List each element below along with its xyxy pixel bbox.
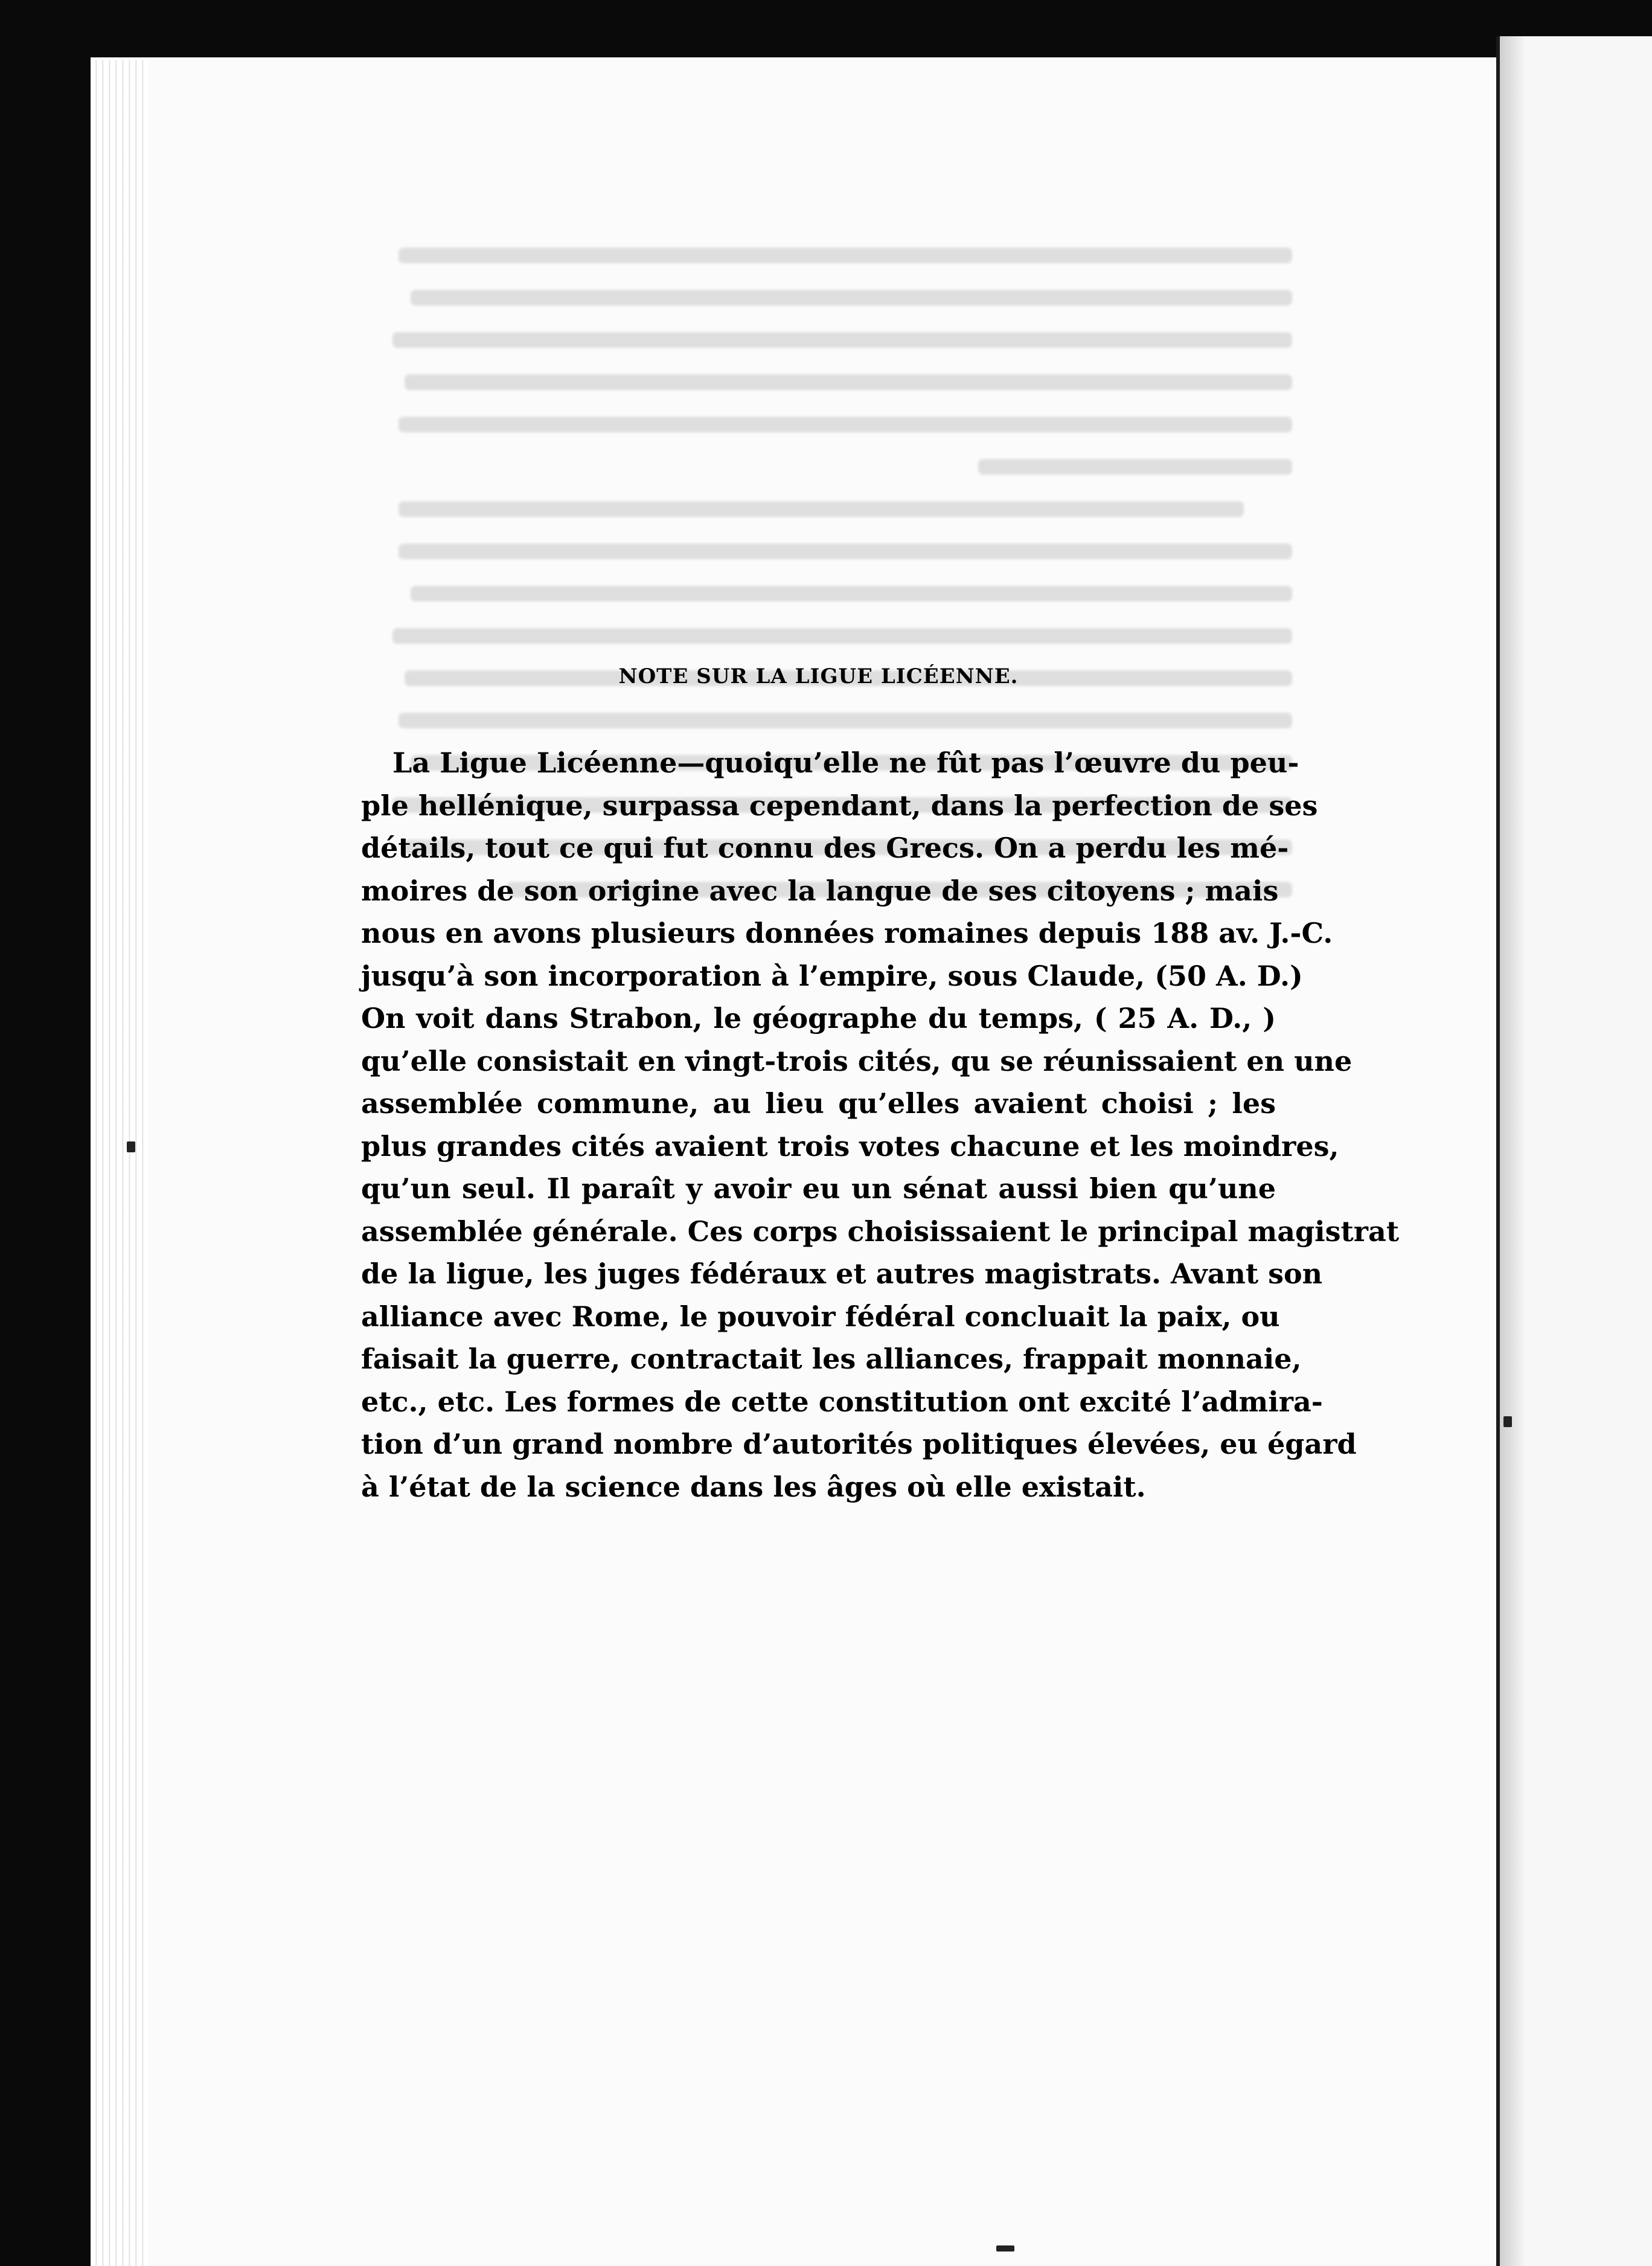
text-line: plus grandes cités avaient trois votes chacune et les moindres, — [361, 1129, 1339, 1163]
text-line: tion d’un grand nombre d’autorités politiques élevées, eu égard — [361, 1428, 1357, 1460]
text-line: faisait la guerre, contractait les alliances, frappait monnaie, — [361, 1343, 1302, 1375]
margin-mark — [127, 1141, 135, 1152]
text-line: nous en avons plusieurs données romaines depuis 188 av. J.-C. — [361, 917, 1333, 949]
text-line: etc., etc. Les formes de cette constitution ont excité l’admira- — [361, 1385, 1323, 1418]
text-line: jusqu’à son incorporation à l’empire, sous Claude, (50 A. D.) — [361, 959, 1303, 992]
text-line: à l’état de la science dans les âges où elle existait. — [361, 1470, 1146, 1503]
text-line: détails, tout ce qui fut connu des Grecs. On a perdu les mé- — [361, 832, 1289, 864]
text-line: alliance avec Rome, le pouvoir fédéral concluait la paix, ou — [361, 1300, 1280, 1333]
gutter-shadow — [1500, 36, 1524, 2266]
text-line: qu’elle consistait en vingt-trois cités, qu se réunissaient en une — [361, 1044, 1353, 1077]
note-paragraph — [361, 742, 1400, 1508]
text-line: qu’un seul. Il paraît y avoir eu un sénat aussi bien qu’une — [361, 1172, 1276, 1205]
page-edges — [91, 60, 148, 2266]
margin-mark — [1503, 1416, 1512, 1427]
adjacent-page-edge — [1524, 36, 1652, 2266]
text-line: La Ligue Licéenne—quoiqu’elle ne fût pas l’œuvre du peu- — [392, 746, 1299, 779]
text-line: de la ligue, les juges fédéraux et autres magistrats. Avant son — [361, 1257, 1323, 1290]
text-line: On voit dans Strabon, le géographe du temps, ( 25 A. D., ) — [361, 1002, 1276, 1035]
margin-mark — [996, 2245, 1014, 2252]
note-text-block — [361, 664, 1400, 1508]
text-line: assemblée générale. Ces corps choisissaient le principal magistrat — [361, 1215, 1400, 1248]
text-line: assemblée commune, au lieu qu’elles avaient choisi ; les — [361, 1087, 1276, 1120]
note-title: NOTE SUR LA LIGUE LICÉENNE. — [618, 664, 1019, 688]
text-line: moires de son origine avec la langue de ses citoyens ; mais — [361, 874, 1279, 907]
text-line: ple hellénique, surpassa cependant, dans la perfection de ses — [361, 789, 1318, 822]
